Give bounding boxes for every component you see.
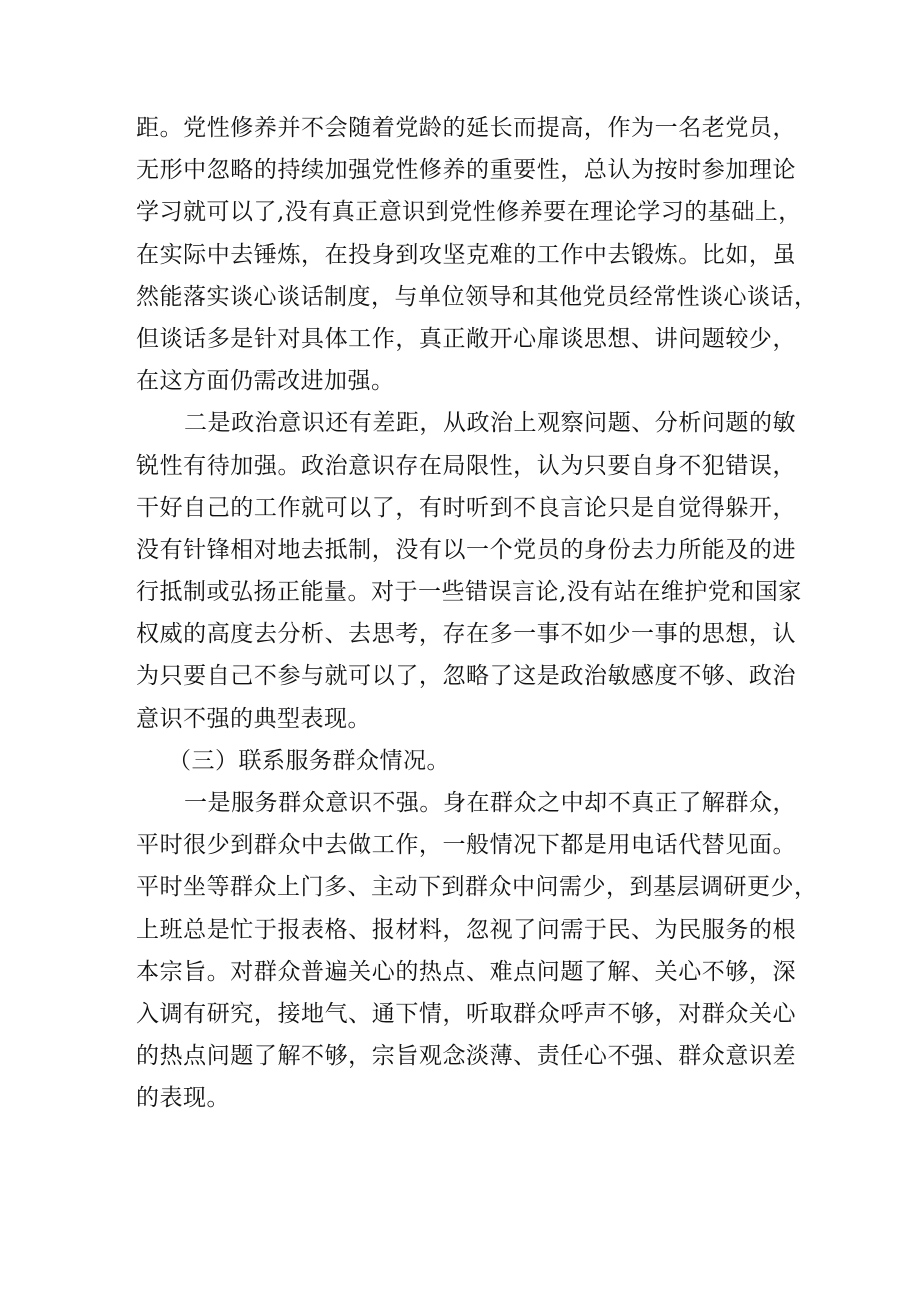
text-line: 在这方面仍需改进加强。 [136,368,395,395]
text-line: 在实际中去锤炼，在投身到攻坚克难的工作中去锻炼。比如，虽 [136,241,796,268]
text-line: 的表现。 [136,1085,230,1112]
text-line: 没有针锋相对地去抵制，没有以一个党员的身份去力所能及的进 [136,536,796,563]
text-line: 上班总是忙于报表格、报材料，忽视了问需于民、为民服务的根 [136,916,796,943]
paragraph-serving-masses [136,782,818,1120]
section-heading: （三）联系服务群众情况。 [168,747,450,774]
text-line: 一是服务群众意识不强。身在群众之中却不真正了解群众， [184,790,796,816]
text-line: 平时坐等群众上门多、主动下到群众中问需少，到基层调研更少， [136,874,818,901]
text-line: 行抵制或弘扬正能量。对于一些错误言论,没有站在维护党和国家 [136,579,802,606]
text-line: 但谈话多是针对具体工作，真正敞开心扉谈思想、讲问题较少， [136,325,796,352]
text-line: 锐性有待加强。政治意识存在局限性，认为只要自身不犯错误， [136,452,796,479]
text-line: 意识不强的典型表现。 [136,705,371,732]
text-line: 无形中忽略的持续加强党性修养的重要性，总认为按时参加理论 [136,157,796,184]
text-line: 平时很少到群众中去做工作，一般情况下都是用电话代替见面。 [136,832,796,859]
text-line: 距。党性修养并不会随着党龄的延长而提高，作为一名老党员， [136,115,796,141]
text-line: 学习就可以了,没有真正意识到党性修养要在理论学习的基础上， [136,199,802,226]
text-line: 权威的高度去分析、去思考，存在多一事不如少一事的思想，认 [136,621,796,648]
document-body [136,107,818,1120]
text-line: 的热点问题了解不够，宗旨观念淡薄、责任心不强、群众意识差 [136,1043,796,1070]
text-line: 然能落实谈心谈话制度，与单位领导和其他党员经常性谈心谈话， [136,283,818,310]
text-line: 二是政治意识还有差距，从政治上观察问题、分析问题的敏 [184,410,796,437]
text-line: 为只要自己不参与就可以了，忽略了这是政治敏感度不够、政治 [136,663,796,690]
text-line: 入调有研究，接地气、通下情，听取群众呼声不够，对群众关心 [136,1000,796,1027]
paragraph-party-spirit [136,107,818,402]
paragraph-political-awareness [136,402,802,740]
text-line: 本宗旨。对群众普遍关心的热点、难点问题了解、关心不够，深 [136,958,796,985]
text-line: 干好自己的工作就可以了，有时听到不良言论只是自觉得躲开， [136,494,796,521]
